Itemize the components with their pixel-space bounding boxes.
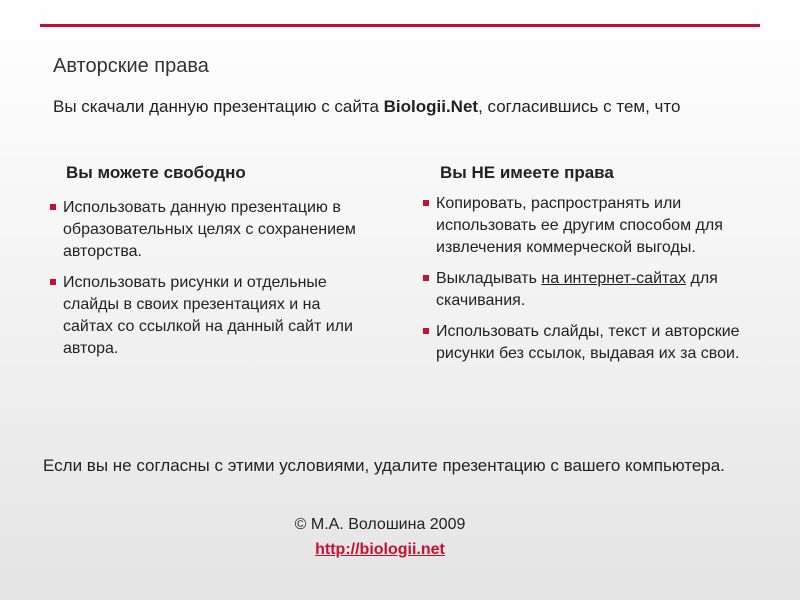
intro-site-name: Biologii.Net (383, 97, 479, 116)
list-item: Копировать, распространять или использовать ее другим способом для извлечения коммерческой выгоды. (423, 193, 753, 259)
left-column-list (50, 197, 360, 369)
left-column-heading: Вы можете свободно (66, 163, 246, 182)
intro-text-end: , согласившись с тем, что (478, 97, 681, 116)
site-link[interactable]: http://biologii.net (315, 541, 445, 558)
intro-text (53, 94, 756, 119)
slide-title: Авторские права (53, 55, 209, 77)
list-item-text: Выкладывать (436, 270, 542, 287)
list-item: Использовать слайды, текст и авторские рисунки без ссылок, выдавая их за свои. (423, 321, 753, 365)
list-item: Использовать данную презентацию в образовательных целях с сохранением авторства. (50, 197, 360, 263)
list-item (423, 268, 753, 312)
bottom-notice: Если вы не согласны с этими условиями, удалите презентацию с вашего компьютера. (43, 456, 725, 475)
copyright-text: © М.А. Волошина 2009 (294, 516, 466, 533)
intro-text-start: Вы скачали данную презентацию с сайта (53, 97, 384, 116)
top-divider (40, 24, 760, 27)
list-item-text: для скачивания. (436, 270, 718, 309)
right-column-list (423, 193, 753, 374)
right-column-heading: Вы НЕ имеете права (440, 163, 614, 182)
list-item: Использовать рисунки и отдельные слайды в своих презентациях и на сайтах со ссылкой на данный сайт или автора. (50, 272, 360, 360)
underlined-text: на интернет-сайтах (541, 270, 687, 287)
